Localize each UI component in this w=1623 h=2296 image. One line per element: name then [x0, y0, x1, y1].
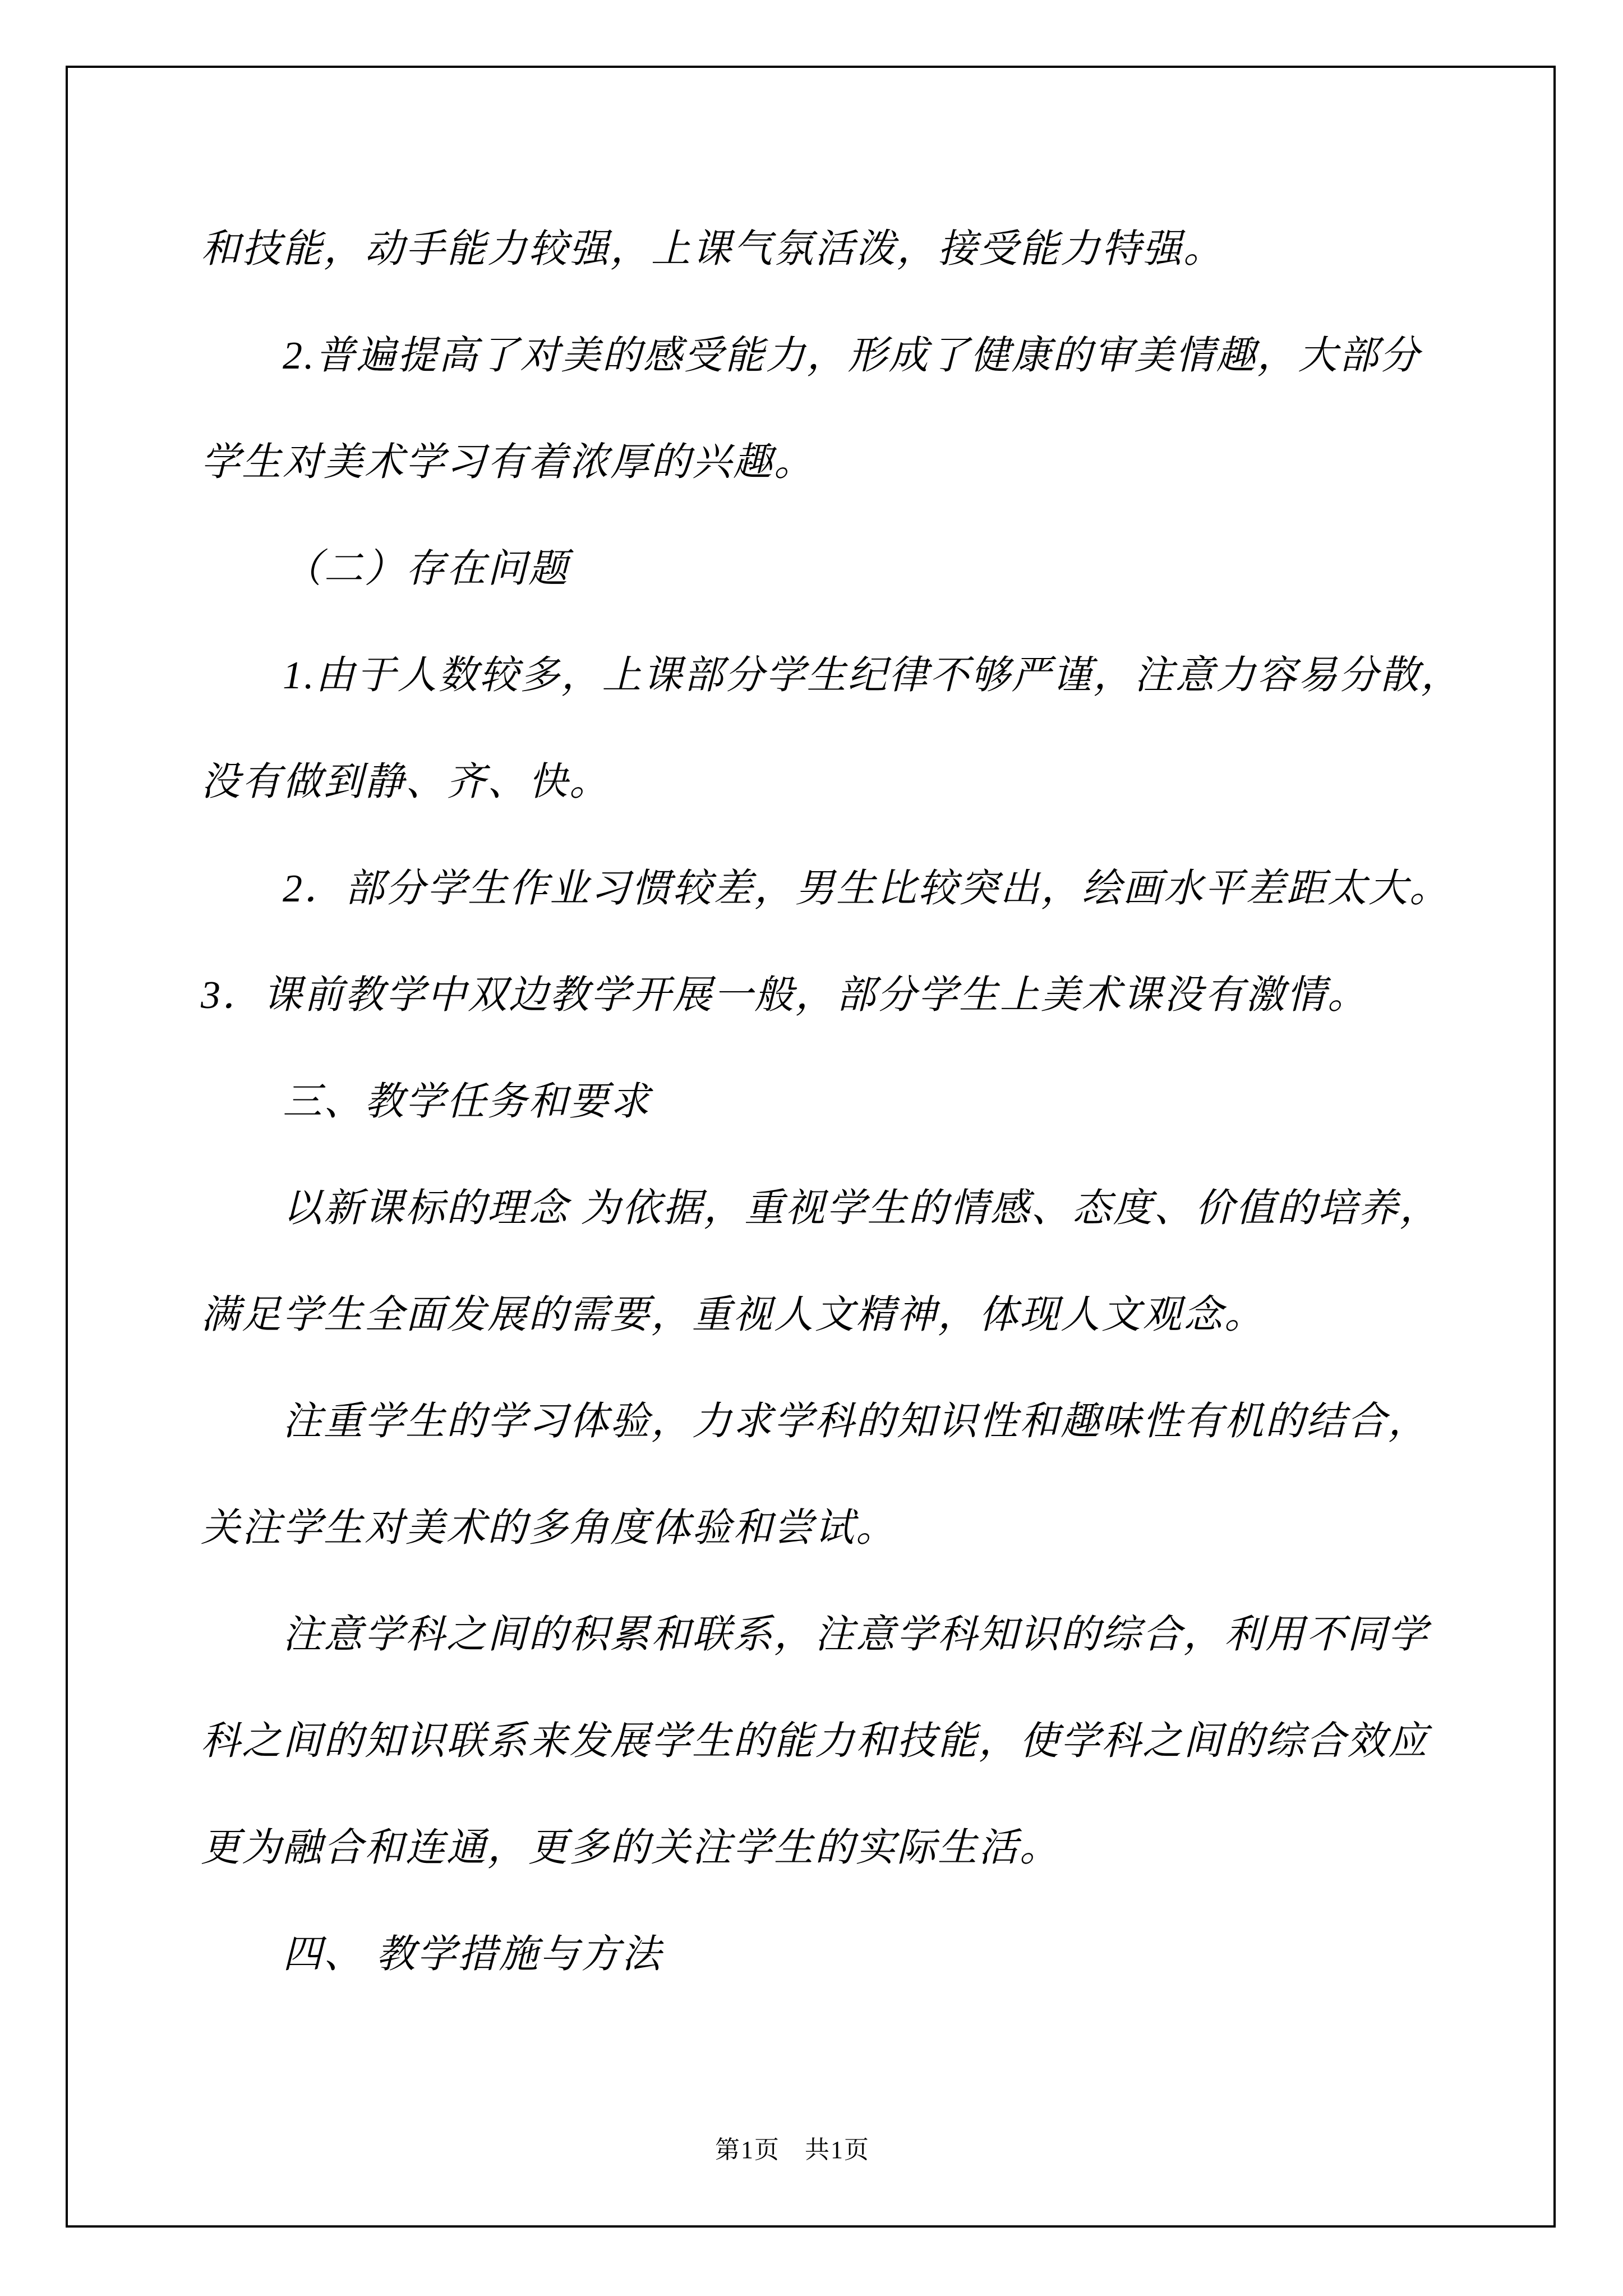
text-line: 2．部分学生作业习惯较差，男生比较突出，绘画水平差距太大。: [283, 867, 1450, 910]
text-line: 1.由于人数较多，上课部分学生纪律不够严谨，注意力容易分散，: [283, 654, 1462, 697]
text-line: 更为融合和连通，更多的关注学生的实际生活。: [201, 1826, 1061, 1870]
text-line: 注重学生的学习体验，力求学科的知识性和趣味性有机的结合，: [283, 1400, 1429, 1443]
text-line: 注意学科之间的积累和联系，注意学科知识的综合，利用不同学: [283, 1613, 1429, 1657]
page-footer: [0, 2129, 1585, 2165]
text-line: 3．课前教学中双边教学开展一般，部分学生上美术课没有激情。: [201, 974, 1368, 1017]
text-line: 和技能，动手能力较强，上课气氛活泼，接受能力特强。: [201, 228, 1224, 271]
text-line: 没有做到静、齐、快。: [201, 761, 610, 804]
text-line: （二）存在问题: [283, 547, 569, 591]
document-text-body: [201, 196, 1541, 2008]
text-line: 2.普遍提高了对美的感受能力，形成了健康的审美情趣，大部分: [283, 334, 1421, 378]
text-line: 三、教学任务和要求: [283, 1080, 651, 1124]
text-line: 满足学生全面发展的需要，重视人文精神，体现人文观念。: [201, 1294, 1265, 1337]
text-line: 关注学生对美术的多角度体验和尝试。: [201, 1507, 897, 1550]
text-line: 学生对美术学习有着浓厚的兴趣。: [201, 441, 815, 484]
page-number-label: 第1页: [715, 2136, 780, 2164]
text-line: 四、 教学措施与方法: [283, 1933, 663, 1976]
page-total-label: 共1页: [805, 2136, 870, 2164]
text-line: 科之间的知识联系来发展学生的能力和技能，使学科之间的综合效应: [201, 1720, 1429, 1763]
text-line: 以新课标的理念 为依据，重视学生的情感、态度、价值的培养，: [283, 1187, 1441, 1230]
